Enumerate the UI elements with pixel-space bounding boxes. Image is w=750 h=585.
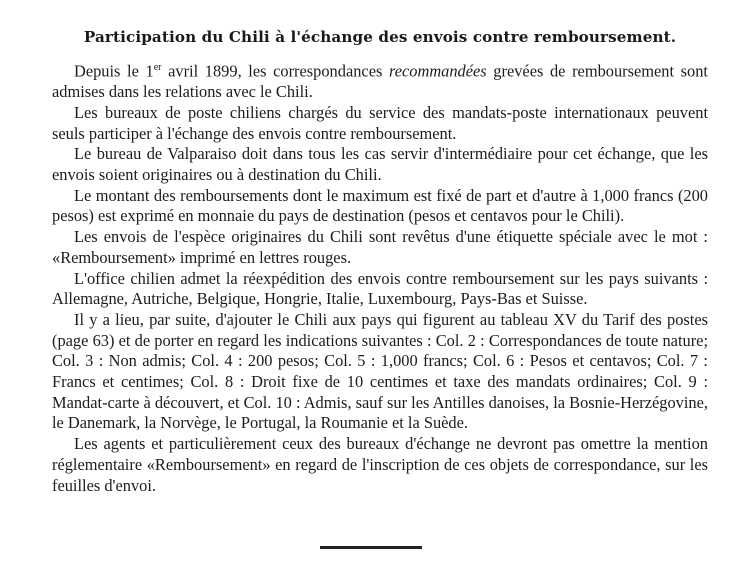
paragraph-5: Les envois de l'espèce originaires du Chili sont revêtus d'une étiquette spéciale avec le mot : «Remboursement» imprimé en lettres rouges. (52, 227, 708, 267)
end-rule-divider (320, 546, 422, 549)
paragraph-3: Le bureau de Valparaiso doit dans tous les cas servir d'intermédiaire pour cet échange, que les envois soient originaires ou à destination du Chili. (52, 144, 708, 184)
paragraph-4: Le montant des remboursements dont le maximum est fixé de part et d'autre à 1,000 francs (200 pesos) est exprimé en monnaie du pays de destination (pesos et centavos pour le Chili). (52, 185, 708, 226)
paragraph-6: L'office chilien admet la réexpédition des envois contre remboursement sur les pays suivants : Allemagne, Autriche, Belgique, Hongrie, Italie, Luxembourg, Pays-Bas et Suisse. (52, 268, 708, 309)
paragraph-2: Les bureaux de poste chiliens chargés du service des mandats-poste internationaux peuvent seuls participer à l'échange des envois contre remboursement. (52, 102, 708, 143)
paragraph-1-part-c: grevées de remboursement sont admises dans les relations avec le Chili. (52, 61, 708, 102)
paragraph-8: Les agents et particulièrement ceux des bureaux d'échange ne devront pas omettre la mention réglementaire «Remboursement» en regard de l'inscription de ces objets de correspondance, sur les feuilles d'envoi. (52, 434, 708, 495)
paragraph-1-part-b: avril 1899, les correspondances (161, 61, 389, 81)
paragraph-1-emphasis: recommandées (388, 61, 487, 81)
paragraph-1-part-a: Depuis le 1 (74, 61, 154, 81)
paragraph-1-superscript: er (153, 62, 162, 73)
document-title: Participation du Chili à l'échange des envois contre remboursement. (83, 28, 677, 46)
paragraph-1 (52, 58, 708, 103)
paragraph-7: Il y a lieu, par suite, d'ajouter le Chili aux pays qui figurent au tableau XV du Tarif des postes (page 63) et de porter en regard les indications suivantes : Col. 2 : Correspondances de toute nature; Col. 3 : Non admis; Col. 4 : 200 pesos; Col. 5 : 1,000 francs; Col. 6 : Pesos et centavos; Col. 7 : Francs et centimes; Col. 8 : Droit fixe de 10 centimes et taxe des mandats ordinaires; Col. 9 : Mandat-carte à découvert, et Col. 10 : Admis, sauf sur les Antilles danoises, la Bosnie-Herzégovine, le Danemark, la Norvège, le Portugal, la Roumanie et la Suède. (52, 309, 708, 433)
